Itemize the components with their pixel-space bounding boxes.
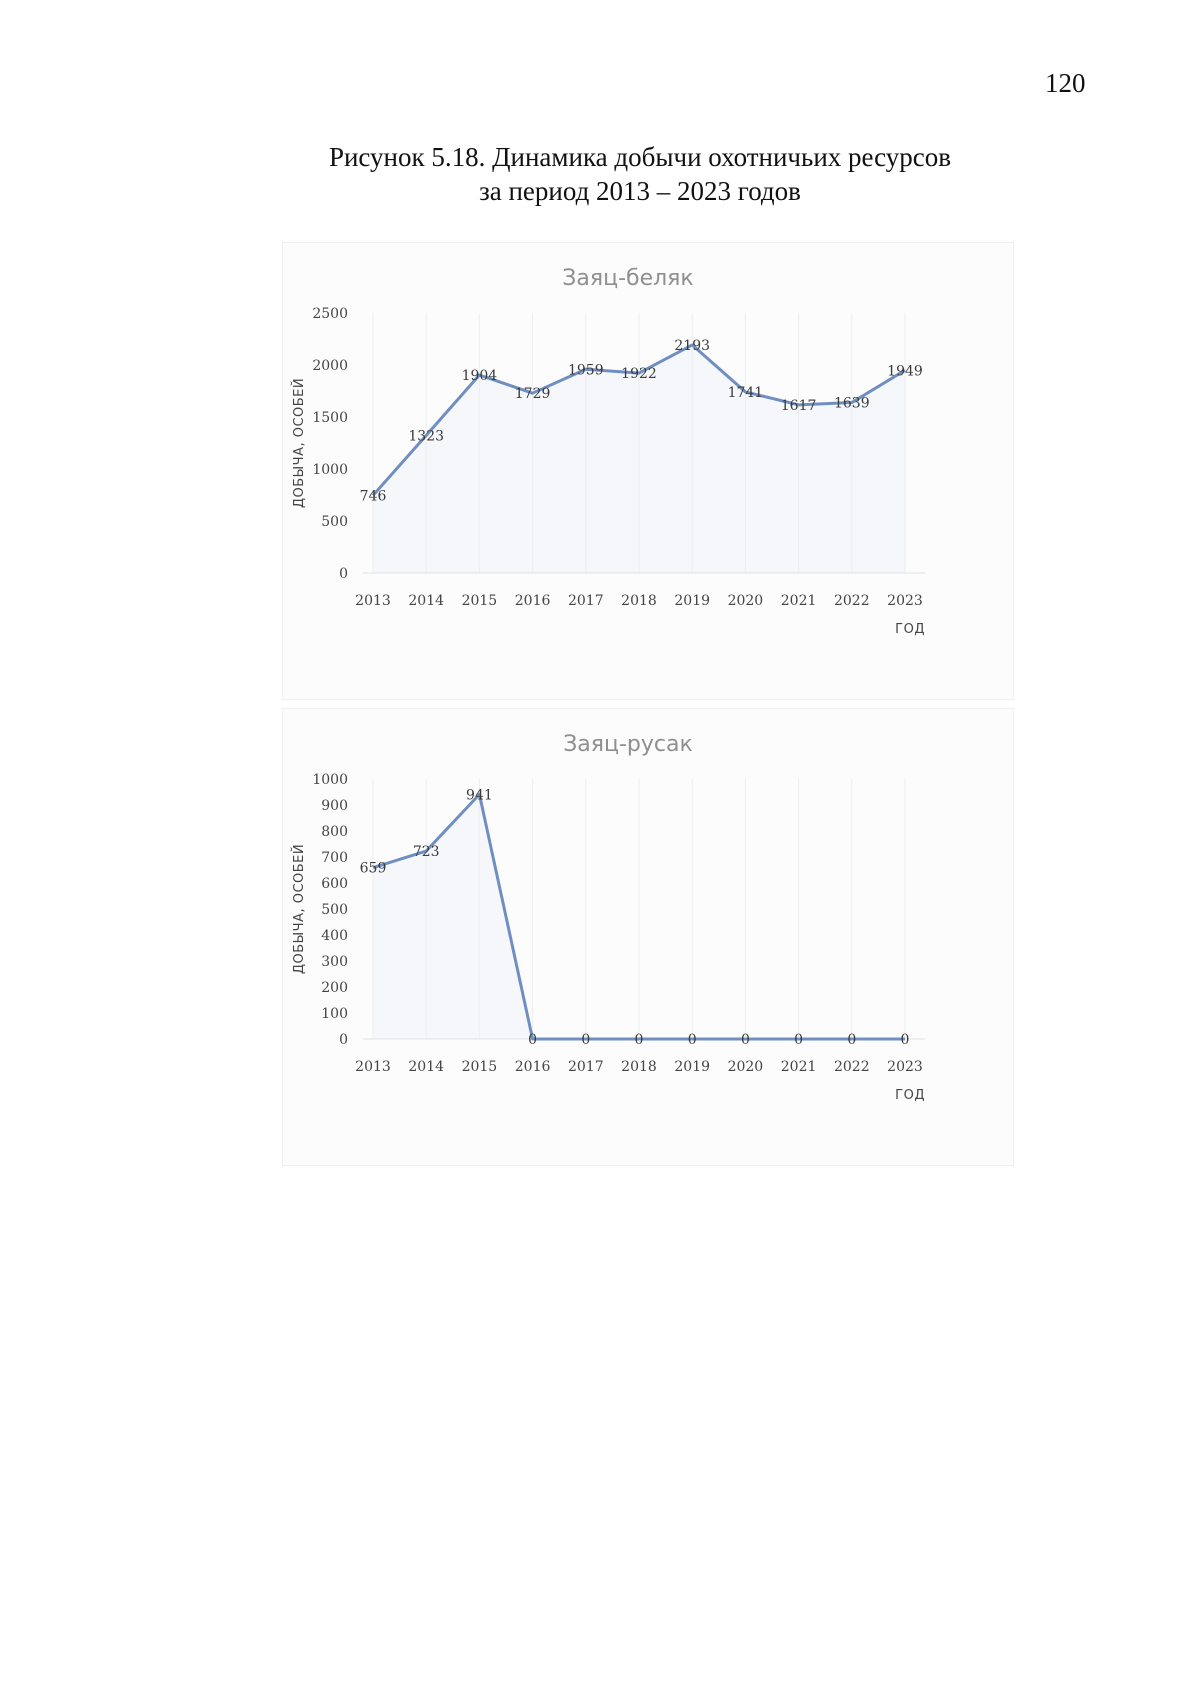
chart-title: Заяц-русак xyxy=(563,732,693,757)
y-tick-2000: 2000 xyxy=(312,358,348,374)
x-tick-2021: 2021 xyxy=(780,593,817,609)
x-tick-2019: 2019 xyxy=(674,1059,711,1075)
x-tick-2013: 2013 xyxy=(355,593,391,609)
data-label-2018: 1922 xyxy=(621,366,657,383)
data-label-2020: 1741 xyxy=(727,384,764,401)
data-label-2016: 1729 xyxy=(514,386,551,403)
x-tick-2014: 2014 xyxy=(408,1059,445,1075)
y-axis-title: ДОБЫЧА, ОСОБЕЙ xyxy=(292,377,307,509)
data-label-2023: 0 xyxy=(900,1032,910,1048)
chart-hare-white xyxy=(282,242,1014,700)
x-tick-2022: 2022 xyxy=(833,1059,870,1075)
data-label-2022: 1639 xyxy=(833,395,870,412)
x-tick-2018: 2018 xyxy=(621,1059,657,1075)
x-axis-title: ГОД xyxy=(895,1088,925,1103)
x-tick-2017: 2017 xyxy=(567,1059,604,1075)
y-tick-900: 900 xyxy=(321,798,348,814)
data-label-2015: 941 xyxy=(466,787,493,804)
y-tick-1000: 1000 xyxy=(312,462,348,478)
data-label-2017: 0 xyxy=(581,1032,591,1048)
y-tick-100: 100 xyxy=(321,1006,348,1022)
figure-caption xyxy=(230,140,1050,208)
data-label-2018: 0 xyxy=(634,1032,644,1048)
y-tick-800: 800 xyxy=(321,824,348,840)
page-number: 120 xyxy=(1045,68,1086,98)
x-tick-2023: 2023 xyxy=(887,1059,923,1075)
x-tick-2018: 2018 xyxy=(621,593,657,609)
chart-hare-white-svg xyxy=(283,243,1013,699)
chart-title: Заяц-беляк xyxy=(562,266,694,291)
y-tick-500: 500 xyxy=(321,902,348,918)
x-tick-2015: 2015 xyxy=(461,1059,498,1075)
y-tick-0: 0 xyxy=(339,566,348,582)
y-tick-600: 600 xyxy=(321,876,348,892)
y-tick-200: 200 xyxy=(321,980,348,996)
y-tick-400: 400 xyxy=(321,928,348,944)
data-label-2021: 0 xyxy=(794,1032,804,1048)
x-tick-2022: 2022 xyxy=(833,593,870,609)
data-label-2023: 1949 xyxy=(887,363,923,380)
y-tick-1000: 1000 xyxy=(312,772,348,788)
data-label-2019: 2193 xyxy=(674,337,711,354)
x-tick-2020: 2020 xyxy=(727,1059,764,1075)
x-tick-2017: 2017 xyxy=(567,593,604,609)
y-tick-700: 700 xyxy=(321,850,348,866)
x-tick-2014: 2014 xyxy=(408,593,445,609)
x-tick-2015: 2015 xyxy=(461,593,498,609)
chart-hare-brown-svg xyxy=(283,709,1013,1165)
x-tick-2016: 2016 xyxy=(514,593,551,609)
data-label-2020: 0 xyxy=(740,1032,750,1048)
data-label-2017: 1959 xyxy=(567,362,604,379)
x-tick-2016: 2016 xyxy=(514,1059,551,1075)
data-label-2022: 0 xyxy=(847,1032,857,1048)
data-label-2015: 1904 xyxy=(461,367,498,384)
figure-caption-line-1: Рисунок 5.18. Динамика добычи охотничьих ресурсов xyxy=(328,142,952,172)
chart-hare-brown xyxy=(282,708,1014,1166)
data-label-2014: 1323 xyxy=(408,428,445,445)
data-label-2021: 1617 xyxy=(780,397,817,414)
y-tick-2500: 2500 xyxy=(312,306,348,322)
y-tick-300: 300 xyxy=(321,954,348,970)
x-tick-2013: 2013 xyxy=(355,1059,391,1075)
data-label-2019: 0 xyxy=(687,1032,697,1048)
y-axis-title: ДОБЫЧА, ОСОБЕЙ xyxy=(292,843,307,975)
data-label-2014: 723 xyxy=(412,844,440,861)
x-tick-2023: 2023 xyxy=(887,593,923,609)
x-axis-title: ГОД xyxy=(895,622,925,637)
y-tick-500: 500 xyxy=(321,514,348,530)
y-tick-0: 0 xyxy=(339,1032,348,1048)
x-tick-2020: 2020 xyxy=(727,593,764,609)
x-tick-2019: 2019 xyxy=(674,593,711,609)
figure-caption-line-2: за период 2013 – 2023 годов xyxy=(479,176,801,206)
data-label-2013: 746 xyxy=(359,488,387,505)
data-label-2013: 659 xyxy=(359,860,387,877)
x-tick-2021: 2021 xyxy=(780,1059,817,1075)
data-label-2016: 0 xyxy=(528,1032,538,1048)
y-tick-1500: 1500 xyxy=(312,410,348,426)
